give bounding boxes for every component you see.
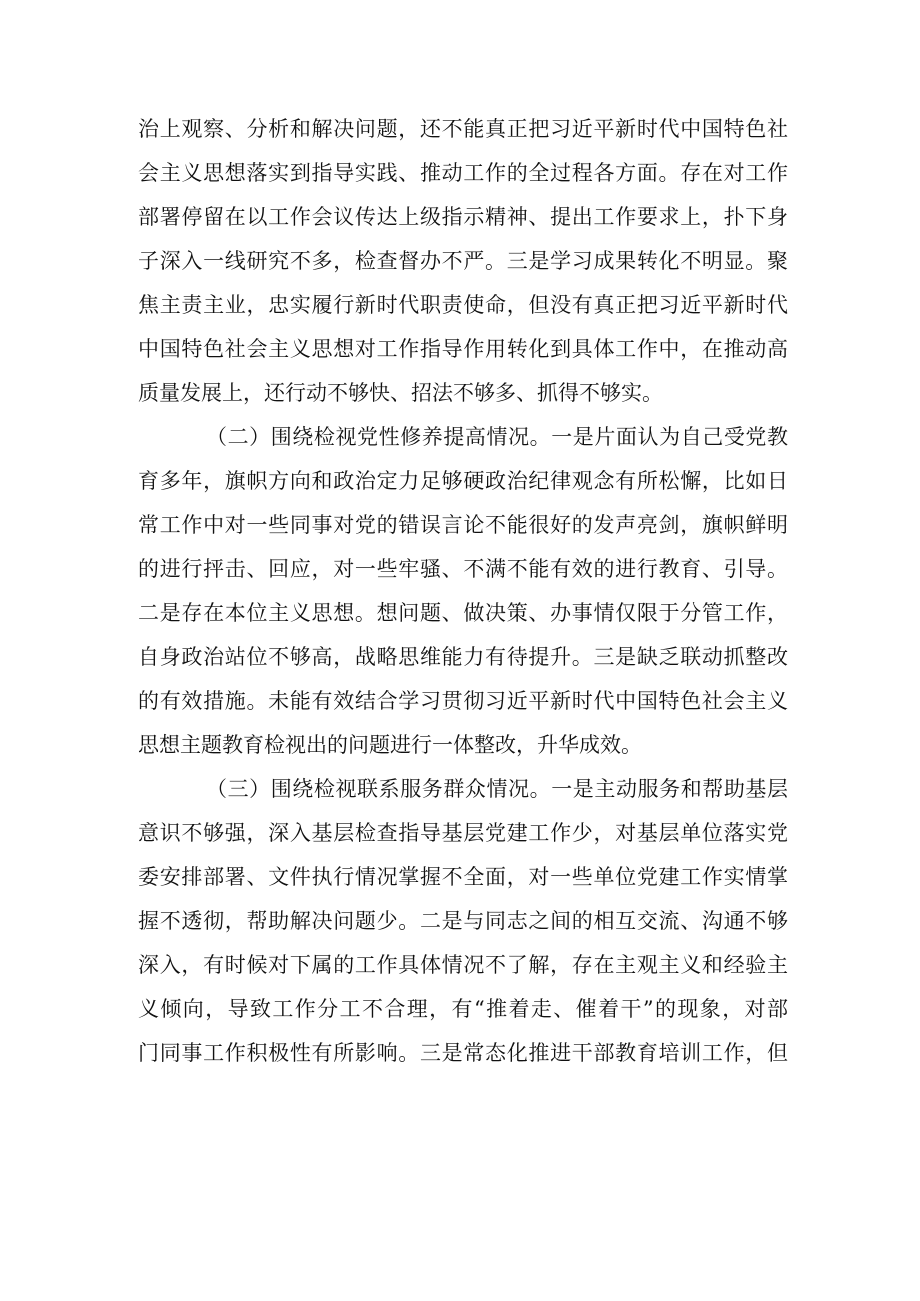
text-line: 育多年，旗帜方向和政治定力足够硬政治纪律观念有所松懈，比如日 <box>138 469 788 493</box>
text-line: 委安排部署、文件执行情况掌握不全面，对一些单位党建工作实情掌 <box>138 865 788 889</box>
paragraph-3 <box>138 767 788 1075</box>
text-line: （二）围绕检视党性修养提高情况。一是片面认为自己受党教 <box>206 425 788 449</box>
text-line: 治上观察、分析和解决问题，还不能真正把习近平新时代中国特色社 <box>138 117 788 141</box>
text-line: 质量发展上，还行动不够快、招法不够多、抓得不够实。 <box>138 381 663 405</box>
text-line: 的进行抨击、回应，对一些牢骚、不满不能有效的进行教育、引导。 <box>138 557 788 581</box>
paragraph-1 <box>138 107 788 415</box>
text-line: 焦主责主业，忠实履行新时代职责使命，但没有真正把习近平新时代 <box>138 293 788 317</box>
text-line: 二是存在本位主义思想。想问题、做决策、办事情仅限于分管工作， <box>138 601 788 625</box>
text-line: 意识不够强，深入基层检查指导基层党建工作少，对基层单位落实党 <box>138 821 788 845</box>
text-line: 部署停留在以工作会议传达上级指示精神、提出工作要求上，扑下身 <box>138 205 788 229</box>
text-line: 自身政治站位不够高，战略思维能力有待提升。三是缺乏联动抓整改 <box>138 645 788 669</box>
text-line: 握不透彻，帮助解决问题少。二是与同志之间的相互交流、沟通不够 <box>138 909 788 933</box>
text-line: （三）围绕检视联系服务群众情况。一是主动服务和帮助基层 <box>206 777 788 801</box>
text-line: 的有效措施。未能有效结合学习贯彻习近平新时代中国特色社会主义 <box>138 689 788 713</box>
text-line: 义倾向，导致工作分工不合理，有“推着走、催着干”的现象，对部 <box>138 997 788 1021</box>
text-line: 思想主题教育检视出的问题进行一体整改，升华成效。 <box>138 733 642 757</box>
document-body <box>138 107 788 1075</box>
text-line: 深入，有时候对下属的工作具体情况不了解，存在主观主义和经验主 <box>138 953 788 977</box>
text-line: 中国特色社会主义思想对工作指导作用转化到具体工作中，在推动高 <box>138 337 788 361</box>
text-line: 子深入一线研究不多，检查督办不严。三是学习成果转化不明显。聚 <box>138 249 788 273</box>
text-line: 门同事工作积极性有所影响。三是常态化推进干部教育培训工作，但 <box>138 1041 788 1065</box>
text-line: 常工作中对一些同事对党的错误言论不能很好的发声亮剑，旗帜鲜明 <box>138 513 788 537</box>
text-line: 会主义思想落实到指导实践、推动工作的全过程各方面。存在对工作 <box>138 161 788 185</box>
paragraph-2 <box>138 415 788 767</box>
